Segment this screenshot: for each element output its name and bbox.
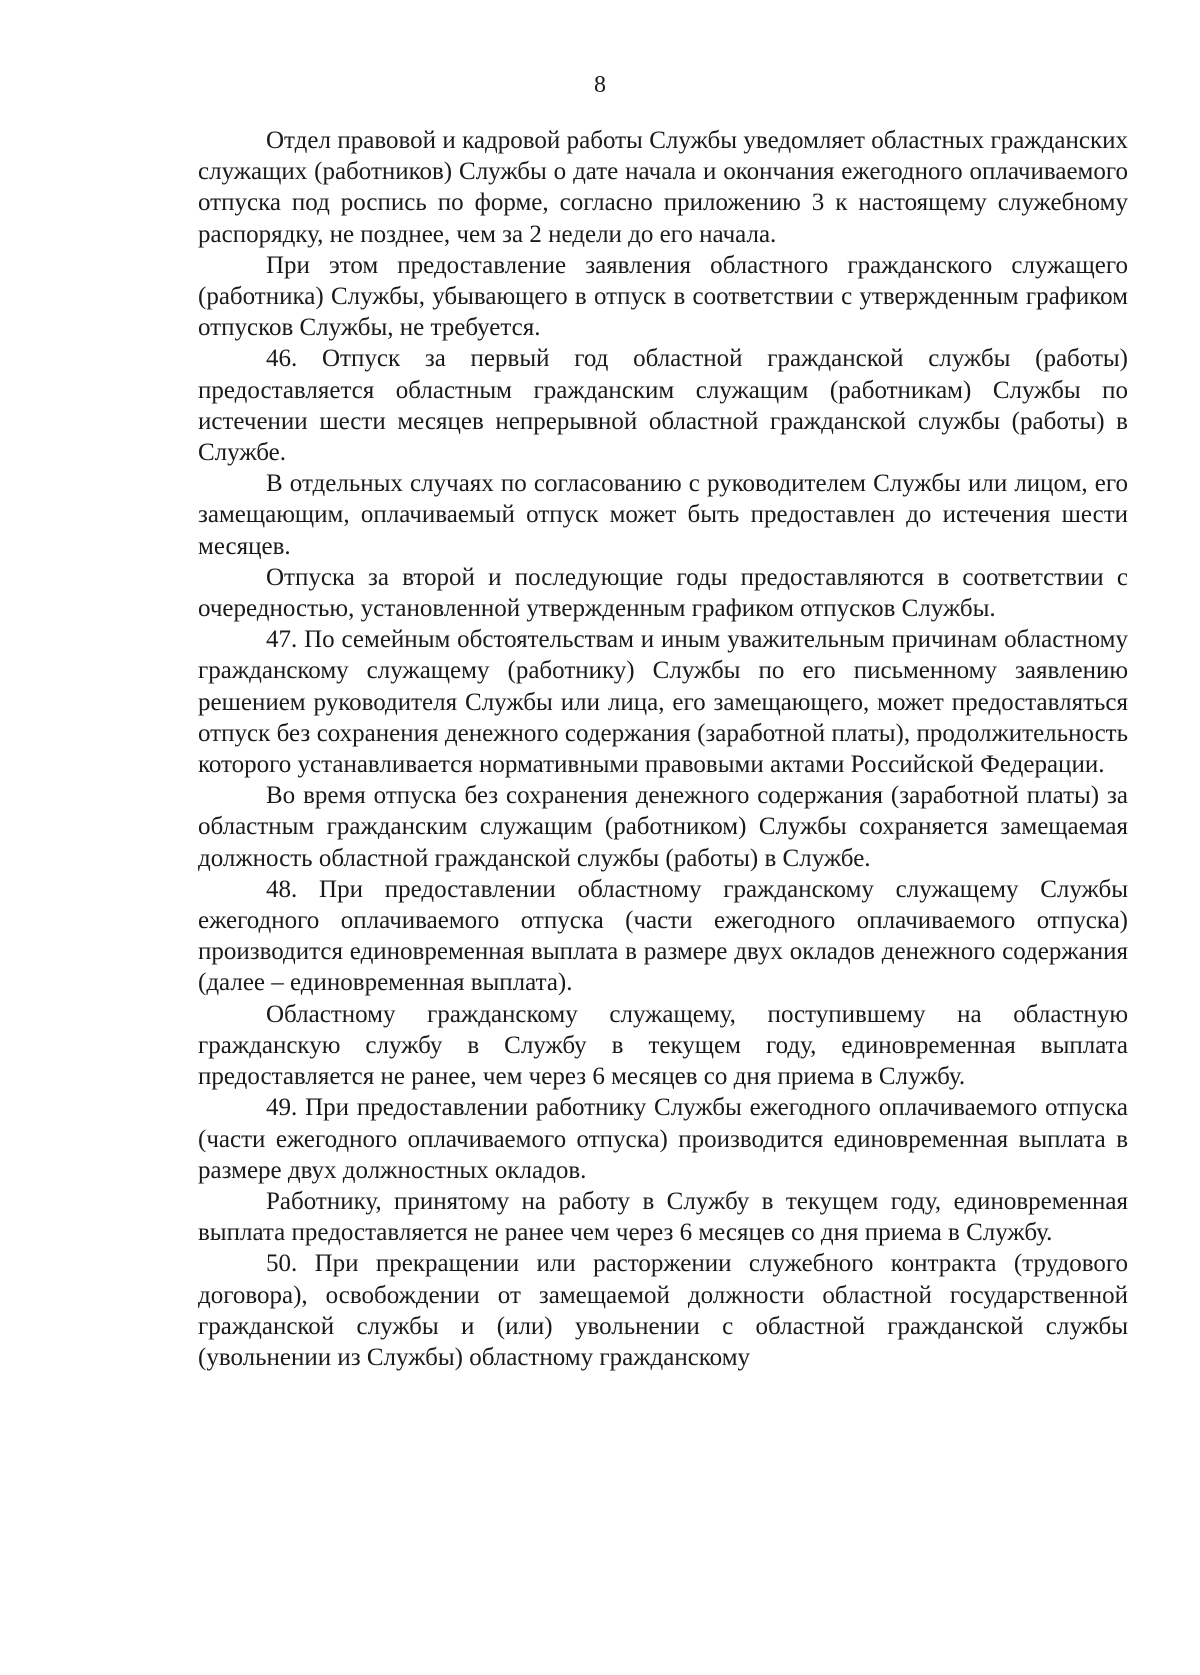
paragraph-early-vacation: В отдельных случаях по согласованию с руководителем Службы или лицом, его замещающим, оплачиваемый отпуск может быть предоставлен до истечения шести месяцев.: [198, 470, 1128, 560]
paragraph-item-46: 46. Отпуск за первый год областной гражданской службы (работы) предоставляется областным гражданским служащим (работникам) Службы по истечении шести месяцев непрерывной областной гражданской службы (работы) в Службе.: [198, 345, 1128, 467]
document-body: [198, 125, 1128, 1373]
paragraph-item-50: 50. При прекращении или расторжении служебного контракта (трудового договора), освобождении от замещаемой должности областной государственной гражданской службы и (или) увольнении с областной гражданской службы (увольнении из Службы) областному гражданскому: [198, 1250, 1128, 1371]
page-number: 8: [594, 72, 606, 98]
paragraph-vacation-notification: Отдел правовой и кадровой работы Службы уведомляет областных гражданских служащих (работников) Службы о дате начала и окончания ежегодного оплачиваемого отпуска под роспись по форме, согласно приложению 3 к настоящему служебному распорядку, не позднее, чем за 2 недели до его начала.: [198, 127, 1128, 248]
paragraph-position-retained: Во время отпуска без сохранения денежного содержания (заработной платы) за областным гражданским служащим (работником) Службы сохраняется замещаемая должность областной гражданской службы (работы) в Службе.: [198, 782, 1128, 872]
paragraph-new-servant-payment: Областному гражданскому служащему, поступившему на областную гражданскую службу в Службу в текущем году, единовременная выплата предоставляется не ранее, чем через 6 месяцев со дня приема в Службу.: [198, 1000, 1128, 1091]
paragraph-item-47: 47. По семейным обстоятельствам и иным уважительным причинам областному гражданскому служащему (работнику) Службы по его письменному заявлению решением руководителя Службы или лица, его замещающего, может предоставляться отпуск без сохранения денежного содержания (заработной платы), продолжительность которого устанавливается нормативными правовыми актами Российской Федерации.: [198, 626, 1128, 779]
paragraph-no-application-required: При этом предоставление заявления областного гражданского служащего (работника) Службы, убывающего в отпуск в соответствии с утвержденным графиком отпусков Службы, не требуется.: [198, 251, 1128, 342]
paragraph-item-48: 48. При предоставлении областному гражданскому служащему Службы ежегодного оплачиваемого отпуска (части ежегодного оплачиваемого отпуска) производится единовременная выплата в размере двух окладов денежного содержания (далее – единовременная выплата).: [198, 875, 1128, 997]
paragraph-new-employee-payment: Работнику, принятому на работу в Службу в текущем году, единовременная выплата предоставляется не ранее чем через 6 месяцев со дня приема в Службу.: [198, 1187, 1128, 1247]
paragraph-subsequent-years: Отпуска за второй и последующие годы предоставляются в соответствии с очередностью, установленной утвержденным графиком отпусков Службы.: [198, 563, 1128, 623]
paragraph-item-49: 49. При предоставлении работнику Службы ежегодного оплачиваемого отпуска (части ежегодного оплачиваемого отпуска) производится единовременная выплата в размере двух должностных окладов.: [198, 1094, 1128, 1184]
